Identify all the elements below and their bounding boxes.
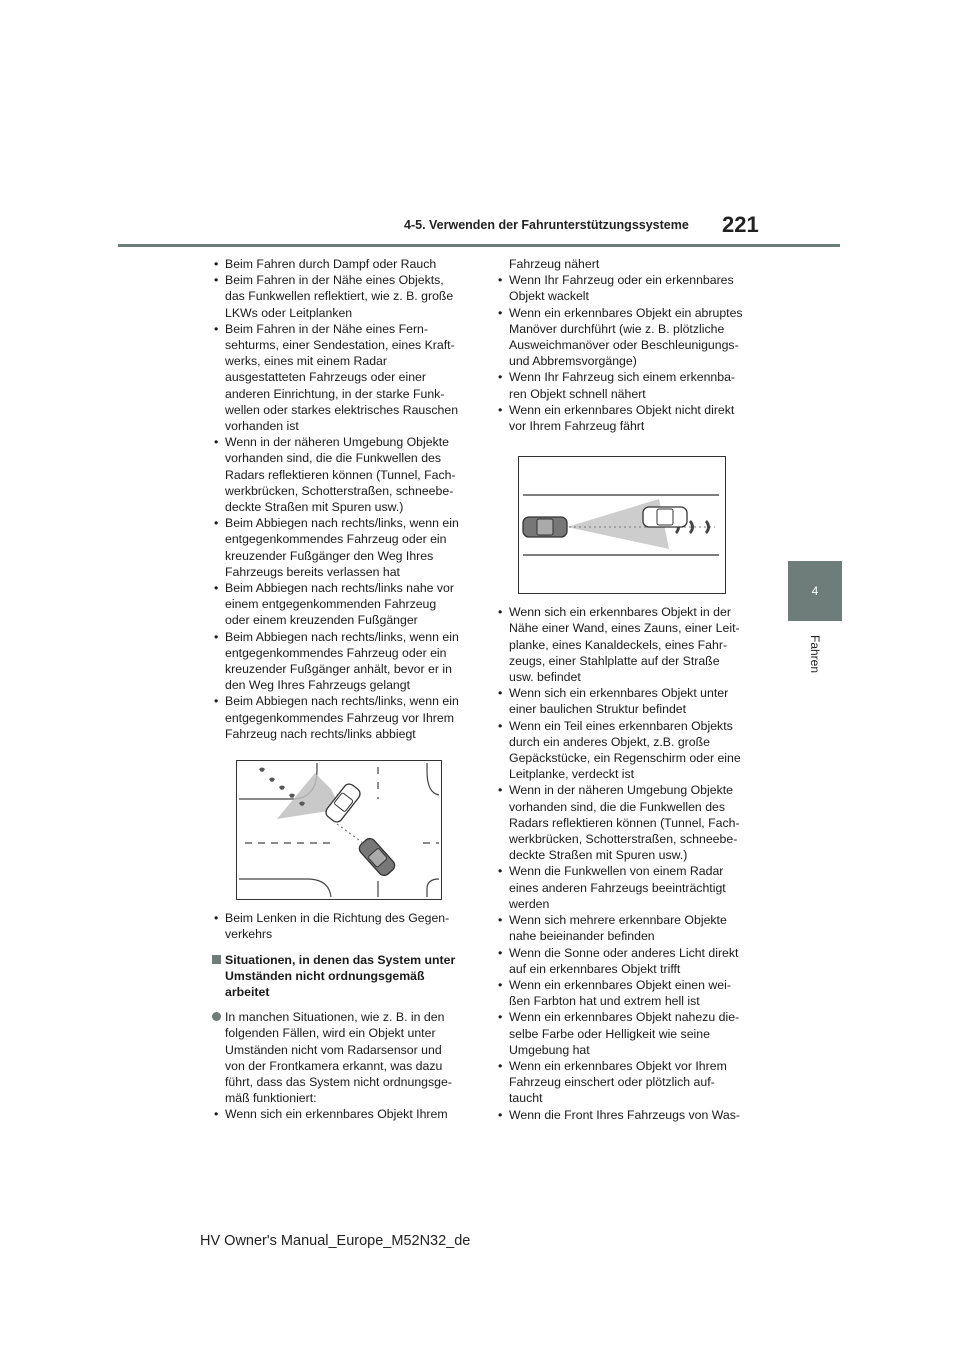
note-marker-icon (212, 1012, 221, 1021)
bullet-line: Radars reflektieren können (Tunnel, Fach- (225, 467, 456, 482)
note-paragraph (212, 1009, 468, 1106)
bullet-line: anderen Einrichtung, in der starke Funk- (225, 386, 445, 401)
bullet-item (212, 910, 468, 942)
bullet-item (496, 402, 752, 434)
bullet-line: einer baulichen Struktur befindet (509, 702, 687, 717)
chapter-label (808, 632, 822, 676)
bullet-line: ßen Farbton hat und extrem hell ist (509, 994, 700, 1009)
bullet-line: • Wenn die Sonne oder anderes Licht direkt (496, 945, 752, 961)
text-line: mäß funktioniert: (225, 1091, 317, 1106)
bullet-item (496, 782, 752, 863)
bullet-line: • Wenn sich ein erkennbares Objekt in der (496, 604, 752, 620)
bullet-line: eines anderen Fahrzeugs beeinträchtigt (509, 880, 726, 895)
right-bullet-list-a (496, 272, 752, 434)
text-line: folgenden Fällen, wird ein Objekt unter (225, 1026, 436, 1041)
bullet-line: auf ein erkennbares Objekt trifft (509, 961, 681, 976)
page-number: 221 (722, 212, 759, 237)
bullet-line: vorhanden sind, die die Funkwellen des (225, 451, 442, 466)
bullet-line: • Wenn ein erkennbares Objekt nahezu die- (496, 1009, 752, 1025)
left-bullet-list-a (212, 256, 468, 742)
header-rule (118, 244, 840, 247)
bullet-line: das Funkwellen reflektiert, wie z. B. große (225, 289, 454, 304)
chapter-number: 4 (811, 584, 819, 598)
bullet-line: • Wenn ein erkennbares Objekt einen wei- (496, 977, 752, 993)
bullet-line: verkehrs (225, 927, 273, 942)
bullet-line: • Wenn sich ein erkennbares Objekt unter (496, 685, 752, 701)
bullet-line: zeugs, einer Stahlplatte auf der Straße (509, 653, 720, 668)
section-title: 4-5. Verwenden der Fahrunterstützungssysteme (404, 218, 689, 232)
bullet-item (496, 1009, 752, 1058)
bullet-line: entgegenkommendes Fahrzeug oder ein (225, 532, 447, 547)
bullet-line: deckte Straßen mit Spuren usw.) (509, 848, 688, 863)
bullet-line: und Abbremsvorgänge) (509, 354, 637, 369)
bullet-line: kreuzender Fußgänger den Weg Ihres (225, 548, 434, 563)
text-line: Umständen nicht ordnungsgemäß (225, 968, 425, 983)
bullet-item (496, 912, 752, 944)
bullet-item (496, 369, 752, 401)
bullet-line: • Beim Abbiegen nach rechts/links, wenn ein (212, 629, 468, 645)
bullet-line: Nähe einer Wand, eines Zauns, einer Leit- (509, 621, 740, 636)
bullet-line: Objekt wackelt (509, 289, 589, 304)
bullet-line: vorhanden ist (225, 419, 299, 434)
lane-radar-illustration (519, 457, 725, 593)
bullet-line: • Wenn in der näheren Umgebung Objekte (212, 434, 468, 450)
bullet-line: • Wenn die Funkwellen von einem Radar (496, 863, 752, 879)
bullet-line: Fahrzeug einschert oder plötzlich auf- (509, 1075, 715, 1090)
bullet-line: • Wenn sich ein erkennbares Objekt Ihrem (212, 1106, 468, 1122)
bullet-item (496, 1058, 752, 1107)
bullet-line: • Wenn die Front Ihres Fahrzeugs von Was- (496, 1107, 752, 1123)
bullet-line: werkbrücken, Schotterstraßen, schneebe- (509, 832, 738, 847)
bullet-line: • Beim Fahren durch Dampf oder Rauch (212, 256, 468, 272)
bullet-line: sehturms, einer Sendestation, eines Kraft- (225, 338, 455, 353)
bullet-line: Gepäckstücke, ein Regenschirm oder eine (509, 751, 741, 766)
bullet-line: • Beim Lenken in die Richtung des Gegen- (212, 910, 468, 926)
bullet-line: • Beim Fahren in der Nähe eines Objekts, (212, 272, 468, 288)
text-line: von der Frontkamera erkannt, was dazu (225, 1058, 443, 1073)
bullet-line: nahe beieinander befinden (509, 929, 655, 944)
section-heading (212, 952, 468, 1001)
chapter-label-text: Fahren (808, 634, 822, 674)
bullet-item (212, 1106, 468, 1122)
left-column (212, 256, 468, 1123)
bullet-line: Fahrzeugs bereits verlassen hat (225, 564, 400, 579)
preceding-vehicle-icon (643, 507, 687, 527)
text-line: arbeitet (225, 984, 270, 999)
bullet-line: • Beim Abbiegen nach rechts/links nahe vor (212, 580, 468, 596)
bullet-item (212, 434, 468, 515)
bullet-line: • Wenn ein erkennbares Objekt vor Ihrem (496, 1058, 752, 1074)
section-heading-text (225, 952, 468, 1001)
bullet-item (212, 580, 468, 629)
bullet-line: • Wenn Ihr Fahrzeug sich einem erkennba- (496, 369, 752, 385)
continuation-text (496, 256, 752, 272)
bullet-item (212, 272, 468, 321)
bullet-item (212, 321, 468, 434)
bullet-line: • Wenn sich mehrere erkennbare Objekte (496, 912, 752, 928)
bullet-line: usw. befindet (509, 670, 581, 685)
bullet-line: ausgestatteten Fahrzeugs oder einer (225, 370, 426, 385)
bullet-item (212, 515, 468, 580)
bullet-line: • Wenn ein erkennbares Objekt nicht direkt (496, 402, 752, 418)
bullet-line: werden (509, 896, 550, 911)
bullet-line: deckte Straßen mit Spuren usw.) (225, 500, 404, 515)
bullet-line: ren Objekt schnell nähert (509, 386, 646, 401)
bullet-item (496, 1107, 752, 1123)
bullet-line: planke, eines Kanaldeckels, eines Fahr- (509, 637, 728, 652)
bullet-line: werkbrücken, Schotterstraßen, schneebe- (225, 483, 454, 498)
bullet-line: Leitplanke, verdeckt ist (509, 767, 635, 782)
bullet-line: • Wenn Ihr Fahrzeug oder ein erkennbares (496, 272, 752, 288)
bullet-line: Ausweichmanöver oder Beschleunigungs- (509, 338, 739, 353)
bullet-line: Manöver durchführt (wie z. B. plötzliche (509, 321, 725, 336)
bullet-line: selbe Farbe oder Helligkeit wie seine (509, 1026, 710, 1041)
bullet-item (496, 604, 752, 685)
bullet-item (496, 272, 752, 304)
text-line: Umständen nicht vom Radarsensor und (225, 1042, 442, 1057)
left-bullet-list-b (212, 910, 468, 942)
bullet-item (496, 863, 752, 912)
bullet-item (496, 718, 752, 783)
right-bullet-list-b (496, 604, 752, 1123)
bullet-line: vor Ihrem Fahrzeug fährt (509, 419, 645, 434)
bullet-item (496, 685, 752, 717)
lane-radar-figure (518, 456, 726, 594)
section-marker-icon (212, 955, 221, 964)
bullet-line: taucht (509, 1091, 543, 1106)
bullet-line: werks, eines mit einem Radar (225, 354, 387, 369)
bullet-line: kreuzender Fußgänger anhält, bevor er in (225, 662, 452, 677)
bullet-line: durch ein anderes Objekt, z.B. große (509, 734, 710, 749)
text-line: In manchen Situationen, wie z. B. in den (225, 1010, 445, 1025)
bullet-line: • Beim Abbiegen nach rechts/links, wenn ein (212, 515, 468, 531)
bullet-item (212, 256, 468, 272)
bullet-line: vorhanden sind, die die Funkwellen des (509, 799, 726, 814)
bullet-item (496, 977, 752, 1009)
bullet-item (212, 693, 468, 742)
bullet-line: • Wenn ein erkennbares Objekt ein abruptes (496, 305, 752, 321)
bullet-line: • Beim Abbiegen nach rechts/links, wenn ein (212, 693, 468, 709)
bullet-line: einem entgegenkommenden Fahrzeug (225, 597, 437, 612)
bullet-line: entgegenkommendes Fahrzeug vor Ihrem (225, 710, 454, 725)
bullet-line: oder einem kreuzenden Fußgänger (225, 613, 418, 628)
text-line: führt, dass das System nicht ordnungsge- (225, 1074, 452, 1089)
bullet-line: entgegenkommendes Fahrzeug oder ein (225, 645, 447, 660)
own-vehicle-icon (523, 517, 567, 537)
intersection-illustration (237, 761, 441, 899)
bullet-item (496, 305, 752, 370)
text-line: Situationen, in denen das System unter (225, 952, 456, 967)
left-bullet-list-c (212, 1106, 468, 1122)
bullet-line: Radars reflektieren können (Tunnel, Fach- (509, 815, 740, 830)
text-line: Fahrzeug nähert (509, 257, 600, 271)
chapter-tab (788, 561, 842, 621)
bullet-line: den Weg Ihres Fahrzeugs gelangt (225, 678, 411, 693)
note-paragraph-text (225, 1009, 468, 1106)
footer-text: HV Owner's Manual_Europe_M52N32_de (200, 1233, 471, 1249)
turning-intersection-figure (236, 760, 442, 900)
bullet-item (212, 629, 468, 694)
bullet-line: • Wenn ein Teil eines erkennbaren Objekts (496, 718, 752, 734)
bullet-line: • Wenn in der näheren Umgebung Objekte (496, 782, 752, 798)
bullet-line: LKWs oder Leitplanken (225, 305, 353, 320)
bullet-line: Umgebung hat (509, 1042, 590, 1057)
bullet-item (496, 945, 752, 977)
bullet-line: wellen oder starkes elektrisches Rauschen (225, 402, 459, 417)
right-column (496, 256, 752, 1123)
bullet-line: Fahrzeug nach rechts/links abbiegt (225, 726, 416, 741)
bullet-line: • Beim Fahren in der Nähe eines Fern- (212, 321, 468, 337)
